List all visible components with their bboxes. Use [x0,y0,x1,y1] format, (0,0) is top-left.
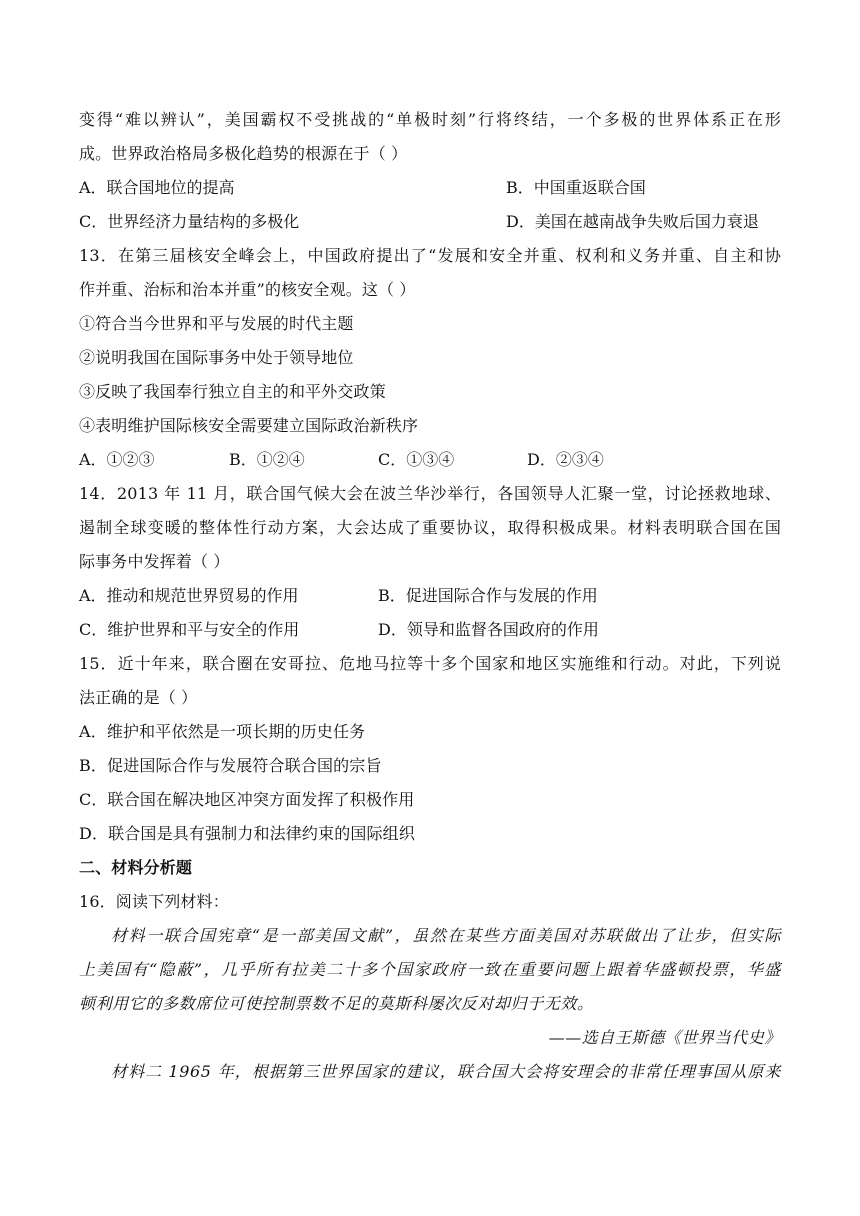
section-heading: 二、材料分析题 [79,858,193,877]
q13-option-a: A．①②③ [79,450,155,469]
q15-option-d: D．联合国是具有强制力和法律约束的国际组织 [79,824,415,843]
q14-option-b: B．促进国际合作与发展的作用 [378,586,598,605]
q12-stem-line1: 变得“难以辨认”，美国霸权不受挑战的“单极时刻”行将终结，一个多极的世界体系正在形 [79,110,781,129]
q13-item-1: ①符合当今世界和平与发展的时代主题 [79,314,354,333]
q13-option-c: C．①③④ [378,450,455,469]
q12-option-c: C．世界经济力量结构的多极化 [79,212,300,231]
q13-stem-line2: 作并重、治标和治本并重”的核安全观。这（ ） [79,280,416,299]
q15-option-c: C．联合国在解决地区冲突方面发挥了积极作用 [79,790,415,809]
q13-option-b: B．①②④ [229,450,305,469]
q15-option-a: A．维护和平依然是一项长期的历史任务 [79,722,366,741]
q16-material1-line2: 上美国有“隐蔽”，几乎所有拉美二十多个国家政府一致在重要问题上跟着华盛顿投票，华盛 [79,960,781,979]
q15-option-b: B．促进国际合作与发展符合联合国的宗旨 [79,756,382,775]
q12-option-b: B．中国重返联合国 [506,178,646,197]
q13-item-4: ④表明维护国际核安全需要建立国际政治新秩序 [79,416,419,435]
q12-option-a: A．联合国地位的提高 [79,178,235,197]
q15-stem-line1: 15．近十年来，联合圈在安哥拉、危地马拉等十多个国家和地区实施维和行动。对此，下列说 [79,654,781,673]
q15-stem-line2: 法正确的是（ ） [79,688,198,707]
q16-material1-line1: 材料一联合国宪章“是一部美国文献”，虽然在某些方面美国对苏联做出了让步，但实际 [111,926,781,945]
q16-material2-line1: 材料二 1965 年，根据第三世界国家的建议，联合国大会将安理会的非常任理事国从原来 [111,1062,781,1081]
q13-item-2: ②说明我国在国际事务中处于领导地位 [79,348,354,367]
q14-stem-line3: 际事务中发挥着（ ） [79,552,230,571]
q14-stem-line1: 14．2013 年 11 月，联合国气候大会在波兰华沙举行，各国领导人汇聚一堂，讨论拯救地球、 [79,484,781,503]
q13-item-3: ③反映了我国奉行独立自主的和平外交政策 [79,382,386,401]
q16-material1-source: ——选自王斯德《世界当代史》 [548,1028,781,1047]
q14-option-d: D．领导和监督各国政府的作用 [378,620,599,639]
q14-option-c: C．维护世界和平与安全的作用 [79,620,300,639]
q16-material1-line3: 顿利用它的多数席位可使控制票数不足的莫斯科屡次反对却归于无效。 [79,994,594,1013]
q12-stem-line2: 成。世界政治格局多极化趋势的根源在于（ ） [79,144,408,163]
q13-option-d: D．②③④ [527,450,604,469]
q16-intro: 16．阅读下列材料： [79,892,229,911]
q13-stem-line1: 13．在第三届核安全峰会上，中国政府提出了“发展和安全并重、权利和义务并重、自主和协 [79,246,781,265]
q12-option-d: D．美国在越南战争失败后国力衰退 [506,212,759,231]
q14-option-a: A．推动和规范世界贸易的作用 [79,586,299,605]
q14-stem-line2: 遏制全球变暖的整体性行动方案，大会达成了重要协议，取得积极成果。材料表明联合国在国 [79,518,781,537]
